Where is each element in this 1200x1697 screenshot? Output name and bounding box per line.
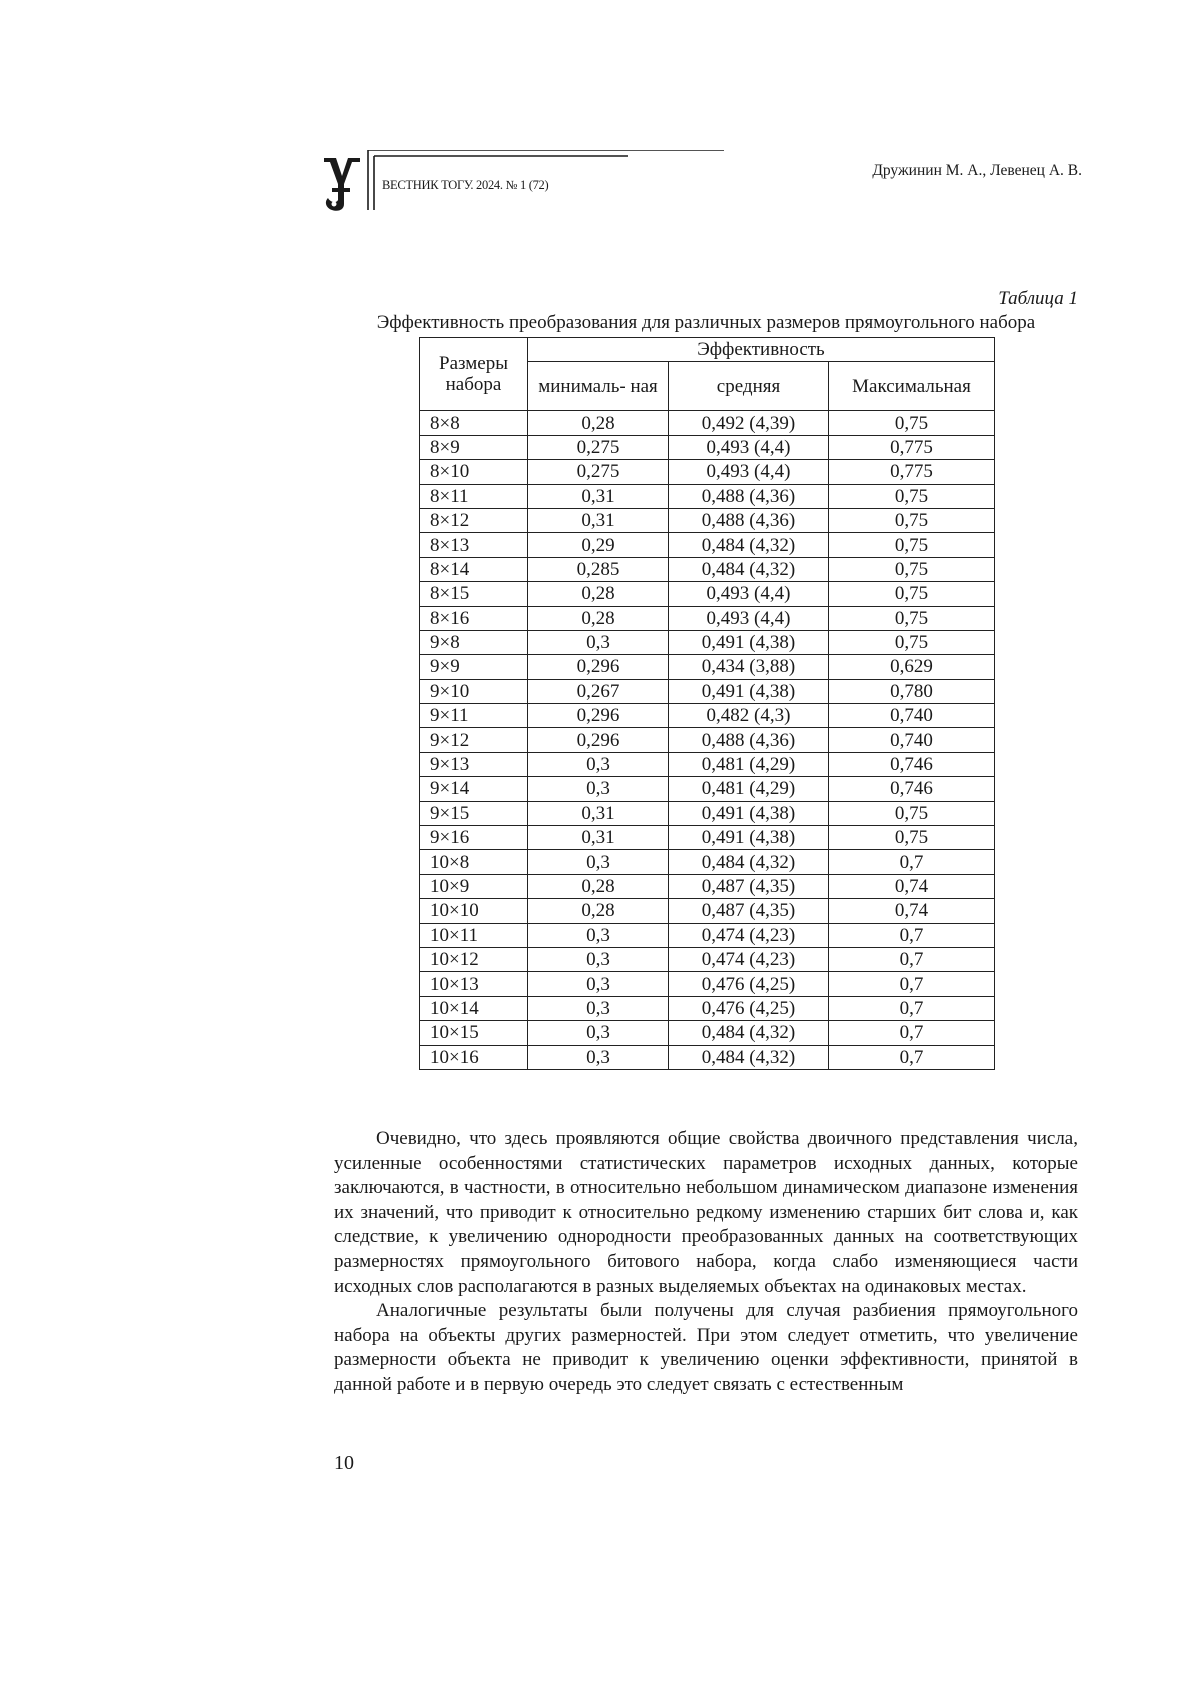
- cell-max: 0,75: [829, 411, 995, 435]
- cell-max: 0,75: [829, 533, 995, 557]
- cell-max: 0,629: [829, 655, 995, 679]
- table-row: [420, 557, 995, 581]
- cell-avg: 0,476 (4,25): [669, 972, 829, 996]
- efficiency-table: [419, 337, 995, 1070]
- cell-min: 0,3: [528, 630, 669, 654]
- cell-size: 10×8: [420, 850, 528, 874]
- table-row: [420, 777, 995, 801]
- cell-max: 0,775: [829, 460, 995, 484]
- table-row: [420, 923, 995, 947]
- cell-avg: 0,493 (4,4): [669, 606, 829, 630]
- cell-size: 10×15: [420, 1021, 528, 1045]
- cell-size: 9×15: [420, 801, 528, 825]
- cell-size: 9×13: [420, 752, 528, 776]
- header-min: минималь- ная: [528, 362, 669, 411]
- cell-min: 0,3: [528, 850, 669, 874]
- cell-min: 0,3: [528, 1045, 669, 1069]
- cell-size: 8×15: [420, 582, 528, 606]
- cell-max: 0,74: [829, 899, 995, 923]
- cell-max: 0,74: [829, 874, 995, 898]
- header-size: Размеры набора: [420, 338, 528, 411]
- cell-max: 0,740: [829, 704, 995, 728]
- cell-max: 0,7: [829, 1045, 995, 1069]
- header-authors: Дружинин М. А., Левенец А. В.: [872, 162, 1082, 179]
- cell-max: 0,75: [829, 606, 995, 630]
- cell-size: 10×13: [420, 972, 528, 996]
- cell-size: 10×16: [420, 1045, 528, 1069]
- cell-size: 9×14: [420, 777, 528, 801]
- cell-avg: 0,493 (4,4): [669, 460, 829, 484]
- cell-size: 8×10: [420, 460, 528, 484]
- cell-min: 0,31: [528, 801, 669, 825]
- cell-min: 0,28: [528, 874, 669, 898]
- cell-min: 0,3: [528, 996, 669, 1020]
- cell-max: 0,7: [829, 923, 995, 947]
- cell-avg: 0,491 (4,38): [669, 679, 829, 703]
- cell-size: 10×14: [420, 996, 528, 1020]
- table-row: [420, 899, 995, 923]
- cell-max: 0,775: [829, 435, 995, 459]
- table-row: [420, 484, 995, 508]
- cell-avg: 0,492 (4,39): [669, 411, 829, 435]
- cell-avg: 0,484 (4,32): [669, 533, 829, 557]
- table-row: [420, 435, 995, 459]
- table-row: [420, 826, 995, 850]
- cell-min: 0,31: [528, 484, 669, 508]
- cell-max: 0,7: [829, 850, 995, 874]
- cell-avg: 0,493 (4,4): [669, 435, 829, 459]
- cell-min: 0,275: [528, 460, 669, 484]
- cell-max: 0,75: [829, 484, 995, 508]
- table-row: [420, 728, 995, 752]
- cell-max: 0,75: [829, 557, 995, 581]
- cell-min: 0,267: [528, 679, 669, 703]
- table-row: [420, 582, 995, 606]
- cell-size: 8×16: [420, 606, 528, 630]
- table-title: Эффективность преобразования для различных размеров прямоугольного набора: [376, 312, 1036, 333]
- cell-avg: 0,474 (4,23): [669, 947, 829, 971]
- cell-min: 0,29: [528, 533, 669, 557]
- cell-avg: 0,484 (4,32): [669, 1021, 829, 1045]
- cell-size: 8×12: [420, 508, 528, 532]
- cell-max: 0,780: [829, 679, 995, 703]
- cell-min: 0,28: [528, 899, 669, 923]
- cell-avg: 0,493 (4,4): [669, 582, 829, 606]
- cell-max: 0,7: [829, 1021, 995, 1045]
- header-max: Максимальная: [829, 362, 995, 411]
- cell-min: 0,31: [528, 826, 669, 850]
- cell-size: 8×13: [420, 533, 528, 557]
- cell-avg: 0,434 (3,88): [669, 655, 829, 679]
- header-efficiency: Эффективность: [528, 338, 995, 362]
- cell-min: 0,3: [528, 1021, 669, 1045]
- cell-min: 0,28: [528, 606, 669, 630]
- body-text: [334, 1127, 1078, 1398]
- cell-min: 0,31: [528, 508, 669, 532]
- cell-max: 0,75: [829, 801, 995, 825]
- cell-min: 0,296: [528, 704, 669, 728]
- table-row: [420, 752, 995, 776]
- cell-size: 10×12: [420, 947, 528, 971]
- paragraph: Очевидно, что здесь проявляются общие свойства двоичного представления числа, усиленные особенностями статистических параметров исходных данных, которые заключаются, в частности, в относительно небольшом динамическом диапазоне изменения их значений, что приводит к относительно редкому изменению старших бит слова и, как следствие, к увеличению однородности преобразованных данных на соответствующих размерностях прямоугольного битового набора, когда слабо изменяющиеся части исходных слов располагаются в разных выделяемых объектах на одинаковых местах.: [334, 1128, 1078, 1297]
- cell-min: 0,28: [528, 582, 669, 606]
- table-row: [420, 947, 995, 971]
- cell-min: 0,275: [528, 435, 669, 459]
- cell-max: 0,7: [829, 972, 995, 996]
- table-row: [420, 1045, 995, 1069]
- cell-size: 9×8: [420, 630, 528, 654]
- cell-size: 10×11: [420, 923, 528, 947]
- cell-size: 8×8: [420, 411, 528, 435]
- table-row: [420, 411, 995, 435]
- table-row: [420, 460, 995, 484]
- cell-size: 10×10: [420, 899, 528, 923]
- table-row: [420, 533, 995, 557]
- table-row: [420, 801, 995, 825]
- journal-name: ВЕСТНИК ТОГУ. 2024. № 1 (72): [382, 178, 549, 192]
- cell-avg: 0,488 (4,36): [669, 484, 829, 508]
- cell-min: 0,3: [528, 777, 669, 801]
- table-row: [420, 655, 995, 679]
- cell-min: 0,3: [528, 972, 669, 996]
- cell-max: 0,746: [829, 752, 995, 776]
- cell-max: 0,746: [829, 777, 995, 801]
- cell-size: 9×16: [420, 826, 528, 850]
- cell-avg: 0,491 (4,38): [669, 801, 829, 825]
- cell-avg: 0,482 (4,3): [669, 704, 829, 728]
- table-row: [420, 704, 995, 728]
- table-row: [420, 1021, 995, 1045]
- cell-max: 0,740: [829, 728, 995, 752]
- paragraph: Аналогичные результаты были получены для случая разбиения прямоугольного набора на объекты других размерностей. При этом следует отметить, что увеличение размерности объекта не приводит к увеличению оценки эффективности, принятой в данной работе и в первую очередь это следует связать с естественным: [334, 1300, 1078, 1395]
- cell-min: 0,296: [528, 728, 669, 752]
- cell-max: 0,7: [829, 996, 995, 1020]
- cell-avg: 0,487 (4,35): [669, 874, 829, 898]
- table-row: [420, 630, 995, 654]
- cell-min: 0,296: [528, 655, 669, 679]
- table-row: [420, 508, 995, 532]
- cell-size: 9×12: [420, 728, 528, 752]
- cell-size: 8×11: [420, 484, 528, 508]
- table-row: [420, 874, 995, 898]
- cell-size: 9×10: [420, 679, 528, 703]
- table-row: [420, 972, 995, 996]
- header-avg: средняя: [669, 362, 829, 411]
- cell-size: 9×11: [420, 704, 528, 728]
- table-body: [420, 411, 995, 1070]
- cell-min: 0,285: [528, 557, 669, 581]
- cell-max: 0,75: [829, 630, 995, 654]
- table-row: [420, 996, 995, 1020]
- cell-avg: 0,476 (4,25): [669, 996, 829, 1020]
- cell-size: 9×9: [420, 655, 528, 679]
- cell-avg: 0,481 (4,29): [669, 752, 829, 776]
- cell-avg: 0,484 (4,32): [669, 557, 829, 581]
- cell-avg: 0,474 (4,23): [669, 923, 829, 947]
- table-row: [420, 679, 995, 703]
- cell-min: 0,3: [528, 752, 669, 776]
- journal-logo-icon: [322, 154, 362, 212]
- cell-max: 0,75: [829, 582, 995, 606]
- cell-size: 8×14: [420, 557, 528, 581]
- cell-avg: 0,488 (4,36): [669, 508, 829, 532]
- cell-avg: 0,491 (4,38): [669, 826, 829, 850]
- table-row: [420, 850, 995, 874]
- cell-size: 10×9: [420, 874, 528, 898]
- cell-min: 0,28: [528, 411, 669, 435]
- cell-max: 0,75: [829, 826, 995, 850]
- table-row: [420, 606, 995, 630]
- cell-min: 0,3: [528, 947, 669, 971]
- cell-avg: 0,484 (4,32): [669, 850, 829, 874]
- cell-avg: 0,487 (4,35): [669, 899, 829, 923]
- page-header: [322, 150, 1082, 220]
- cell-min: 0,3: [528, 923, 669, 947]
- table-number: Таблица 1: [998, 288, 1078, 309]
- cell-avg: 0,488 (4,36): [669, 728, 829, 752]
- cell-size: 8×9: [420, 435, 528, 459]
- cell-max: 0,7: [829, 947, 995, 971]
- page-number: 10: [334, 1452, 354, 1474]
- cell-avg: 0,484 (4,32): [669, 1045, 829, 1069]
- cell-avg: 0,491 (4,38): [669, 630, 829, 654]
- cell-avg: 0,481 (4,29): [669, 777, 829, 801]
- cell-max: 0,75: [829, 508, 995, 532]
